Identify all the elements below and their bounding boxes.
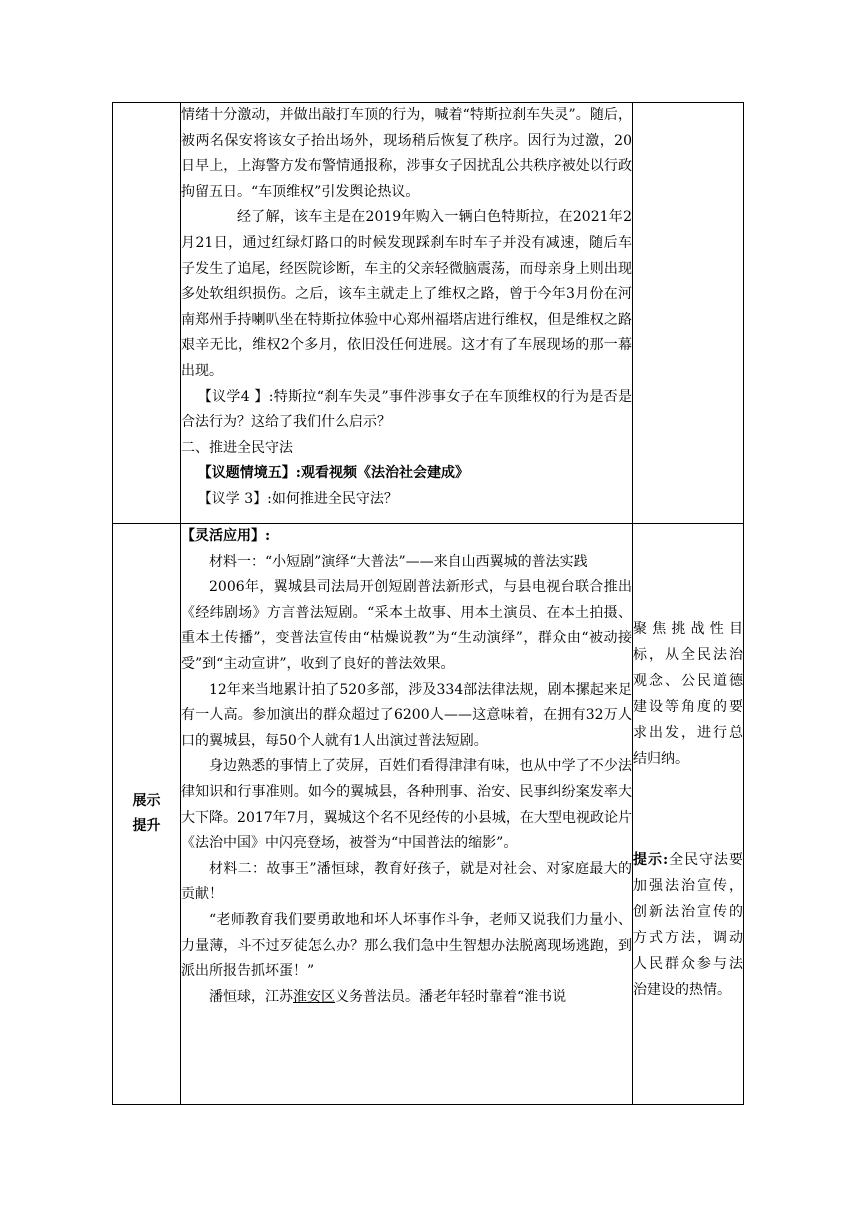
- design-intent-note: 聚焦挑战性目标，从全民法治观念、公民道德建设等角度的要求出发，进行总结归纳。: [633, 621, 743, 767]
- content-cell-application: [181, 524, 633, 1105]
- stage-label-cell: [113, 524, 181, 1105]
- material-2-text-end: 义务普法员。潘老年轻时靠着“淮书说: [335, 988, 567, 1005]
- material-1-title: 材料一：“小短剧”演绎“大普法”——来自山西翼城的普法实践: [209, 553, 588, 570]
- section-heading: 二、推进全民守法: [181, 439, 293, 456]
- case-paragraph-1: 情绪十分激动，并做出敲打车顶的行为，喊着“特斯拉刹车失灵”。随后，被两名保安将该女子抬出场外，现场稍后恢复了秩序。因行为过激，20日早上，上海警方发布警情通报称，涉事女子因扰乱公共秩序被处以行政拘留五日。“车顶维权”引发舆论热议。: [181, 107, 632, 200]
- table-row-show-improve: [113, 524, 744, 1105]
- material-2-text-start: 潘恒球，江苏: [209, 988, 293, 1005]
- material-2-title: 材料二：故事王”潘恒球，教育好孩子，就是对社会、对家庭最大的贡献！: [181, 860, 632, 903]
- hint-note: [633, 847, 743, 1003]
- hint-text: 全民守法要加强法治宣传，创新法治宣传的方式方法，调动人民群众参与法治建设的热情。: [633, 852, 744, 998]
- application-title: 【灵活应用】:: [181, 528, 271, 544]
- place-name-underlined: 淮安区: [293, 988, 335, 1005]
- material-2-quote: “老师教育我们要勇敢地和坏人坏事作斗争，老师又说我们力量小、力量薄，斗不过歹徒怎么办？那么我们急中生智想办法脱离现场逃跑，到派出所报告抓坏蛋！”: [181, 911, 632, 980]
- teacher-notes-cell: [633, 524, 744, 1105]
- hint-label: 提示:: [633, 852, 669, 868]
- label-cell-empty: [113, 103, 181, 524]
- table-row-continuation: [113, 103, 744, 524]
- side-cell-empty: [633, 103, 744, 524]
- question-4: 【议学4 】:特斯拉“刹车失灵”事件涉事女子在车顶维权的行为是否是合法行为？这给了我们什么启示？: [181, 388, 632, 431]
- material-2-paragraph: [181, 985, 632, 1011]
- stage-label-line1: 展示: [132, 793, 161, 809]
- stage-label-line2: 提升: [132, 818, 161, 834]
- question-3: 【议学 3】:如何推进全民守法？: [197, 490, 398, 507]
- lesson-plan-table: [112, 102, 744, 1105]
- material-1-paragraph-1: 2006年，翼城县司法局开创短剧普法新形式，与县电视台联合推出《经纬剧场》方言普法短剧。“采本土故事、用本土演员、在本土拍摄、重本土传播”，变普法宣传由“枯燥说教”为“生动演绎”，群众由“被动接受”到“主动宣讲”，收到了良好的普法效果。: [181, 579, 632, 672]
- content-cell-case: [181, 103, 633, 524]
- scenario-5: 【议题情境五】:观看视频《法治社会建成》: [197, 465, 469, 482]
- case-paragraph-2: 经了解，该车主是在2019年购入一辆白色特斯拉，在2021年2月21日，通过红绿灯路口的时候发现踩刹车时车子并没有减速，随后车子发生了追尾，经医院诊断，车主的父亲轻微脑震荡，而母亲身上则出现多处软组织损伤。之后，该车主就走上了维权之路，曾于今年3月份在河南郑州手持喇叭坐在特斯拉体验中心郑州福塔店进行维权，但是维权之路艰辛无比，维权2个多月，依旧没任何进展。这才有了车展现场的那一幕出现。: [181, 209, 632, 379]
- material-1-paragraph-2: 12年来当地累计拍了520多部，涉及334部法律法规，剧本摞起来足有一人高。参加演出的群众超过了6200人——这意味着，在拥有32万人口的翼城县，每50个人就有1人出演过普法短剧。: [181, 681, 632, 749]
- material-1-paragraph-3: 身边熟悉的事情上了荧屏，百姓们看得津津有味，也从中学了不少法律知识和行事准则。如今的翼城县，各种刑事、治安、民事纠纷案发率大大下降。2017年7月，翼城这个名不见经传的小县城，在大型电视政论片《法治中国》中闪亮登场，被誉为“中国普法的缩影”。: [181, 758, 632, 852]
